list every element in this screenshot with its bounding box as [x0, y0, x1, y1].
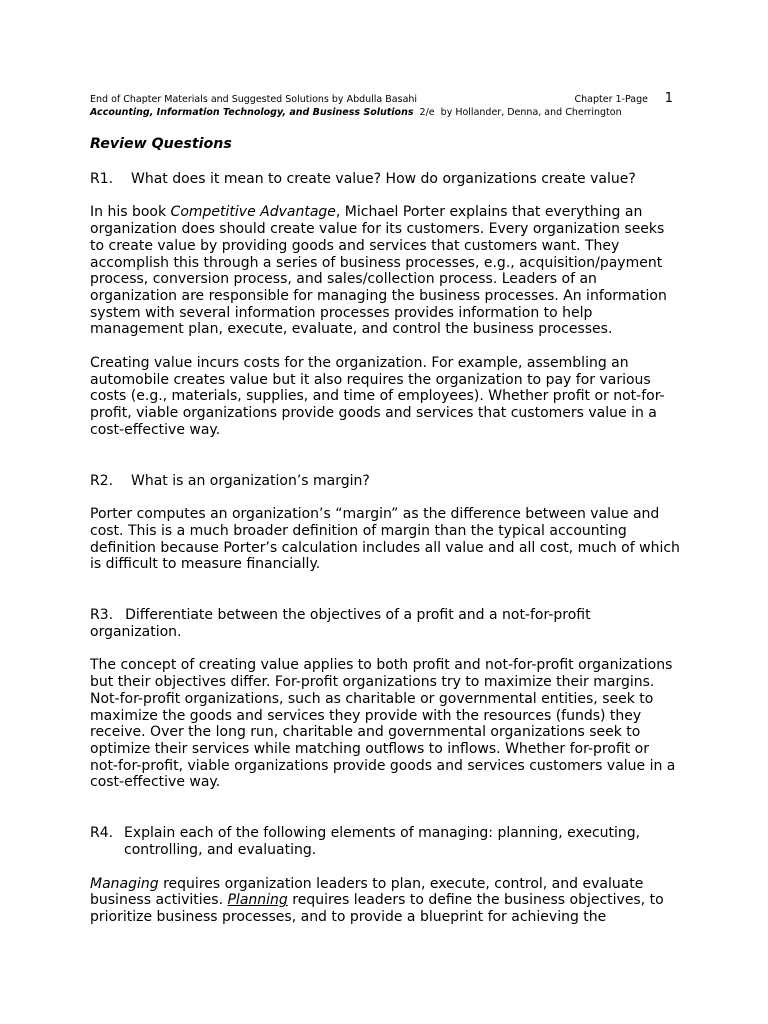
- question-label: R1.: [90, 170, 114, 187]
- question-label: R2.: [90, 472, 114, 489]
- question-label: R3.: [90, 607, 114, 624]
- page-header: [90, 93, 674, 119]
- answer-r1-paragraph-2: Creating value incurs costs for the organization. For example, assembling an automobile creates value but it also requires the organization to pay for various costs (e.g., materials, supplies, and time of employees). Whether profit or not-for-profit, viable organizations provide goods and services that customers value in a cost-effective way.: [90, 355, 665, 438]
- question-r2: [90, 473, 680, 490]
- question-text: What does it mean to create value? How do organizations create value?: [131, 170, 636, 187]
- header-chapter-page: Chapter 1-Page: [574, 94, 648, 105]
- term-planning: Planning: [227, 892, 288, 909]
- answer-text: requires organization leaders to plan, execute, control, and evaluate business activities.: [90, 875, 644, 909]
- answer-text: , Michael Porter explains that everything an organization does should create value for its customers. Every organization seeks to create value by providing goods and services that customers want. They accomplish this through a series of business processes, e.g., acquisition/payment process, conversion process, and sales/collection process. Leaders of an organization are responsible for managing the business processes. An information system with several information processes provides information to help management plan, execute, evaluate, and control the business processes.: [90, 204, 667, 338]
- question-text: What is an organization’s margin?: [131, 472, 370, 489]
- term-managing: Managing: [90, 875, 159, 892]
- header-source: End of Chapter Materials and Suggested Solutions by Abdulla Basahi: [90, 94, 418, 105]
- answer-text: requires leaders to define the business objectives, to prioritize business processes, and to provide a blueprint for achieving the: [90, 892, 664, 925]
- answer-r4: [90, 876, 680, 926]
- question-r3: [90, 607, 680, 640]
- answer-text: In his book: [90, 204, 171, 221]
- question-label: R4.: [90, 825, 114, 842]
- page-number: 1: [664, 91, 673, 106]
- question-r1: [90, 171, 680, 188]
- book-title: Competitive Advantage: [170, 204, 336, 221]
- section-heading: Review Questions: [90, 136, 232, 152]
- header-edition-authors: 2/e by Hollander, Denna, and Cherrington: [413, 107, 622, 118]
- question-text: Differentiate between the objectives of a profit and a not-for-profit organization.: [90, 607, 591, 640]
- answer-r1-paragraph-1: [90, 204, 680, 338]
- header-line-2: [90, 106, 674, 119]
- answer-r3: The concept of creating value applies to both profit and not-for-profit organizations but their objectives differ. For-profit organizations try to maximize their margins. Not-for-profit organizations, such as charitable or governmental entities, seek to maximize the goods and services they provide with the resources (funds) they receive. Over the long run, charitable and governmental organizations seek to optimize their services while matching outflows to inflows. Whether for-profit or not-for-profit, viable organizations provide goods and services customers value in a cost-effective way.: [90, 657, 676, 791]
- question-text: Explain each of the following elements of managing: planning, executing, controlling, and evaluating.: [124, 825, 641, 858]
- document-body: [90, 136, 680, 926]
- header-line-1: [90, 93, 674, 106]
- question-r4: [90, 825, 680, 858]
- header-book-title: Accounting, Information Technology, and Business Solutions: [90, 107, 414, 118]
- answer-r2: Porter computes an organization’s “margin” as the difference between value and cost. This is a much broader definition of margin than the typical accounting definition because Porter’s calculation includes all value and all cost, much of which is difficult to measure financially.: [90, 506, 680, 573]
